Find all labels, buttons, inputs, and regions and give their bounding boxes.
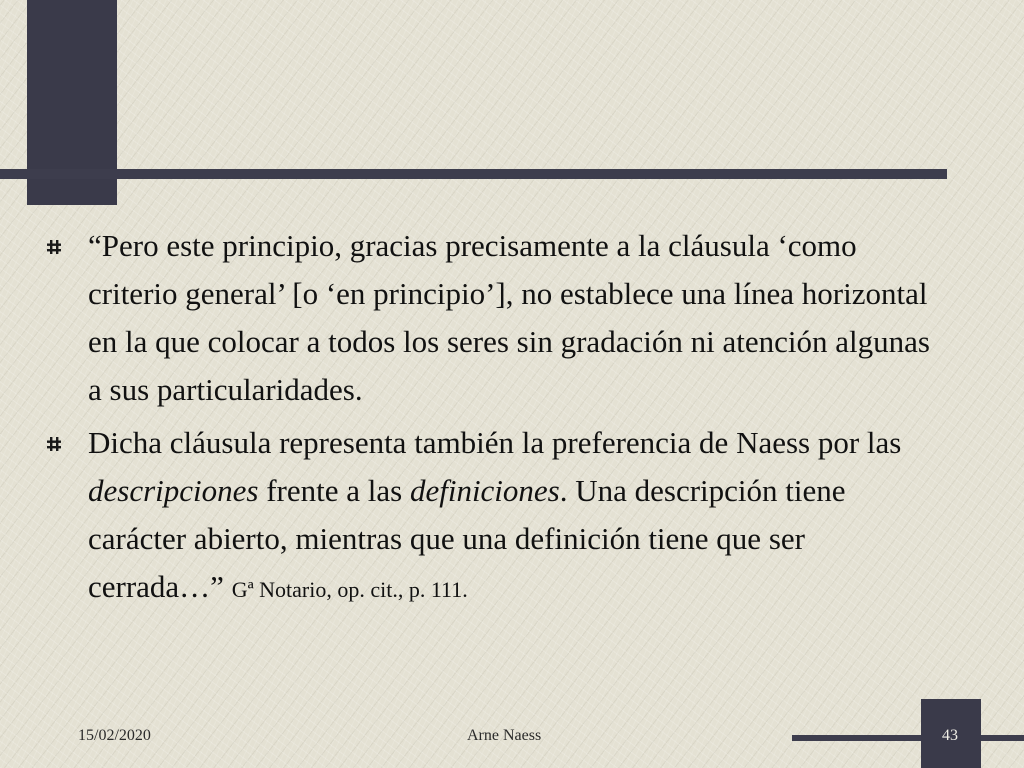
bullet-text-part: Dicha cláusula representa también la preferencia de Naess por las [88, 425, 902, 460]
emphasis-descripciones: descripciones [88, 473, 259, 508]
bullet-text-part: frente a las [258, 473, 410, 508]
slide-number: 43 [942, 727, 958, 744]
bullet-text: “Pero este principio, gracias precisamente a la cláusula ‘como criterio general’ [o ‘en principio’], no establece una línea horizontal en la que colocar a todos los seres sin gradación ni atención algunas a sus particularidades. [88, 228, 930, 407]
footer-title: Arne Naess [467, 727, 542, 744]
bullet-item [46, 419, 946, 614]
bullet-item [46, 222, 946, 414]
bullet-text-part: . Una descripción tiene carácter abierto, mientras que una definición tiene que ser cerrada…” [88, 473, 846, 604]
hash-bullet-icon [46, 239, 62, 255]
footer-date: 15/02/2020 [78, 727, 151, 744]
slide-body [46, 222, 946, 619]
footer-rule [792, 735, 1024, 741]
citation: Gª Notario, op. cit., p. 111. [231, 577, 468, 602]
title-rule [0, 169, 947, 179]
emphasis-definiciones: definiciones [409, 473, 560, 508]
hash-bullet-icon [46, 436, 62, 452]
